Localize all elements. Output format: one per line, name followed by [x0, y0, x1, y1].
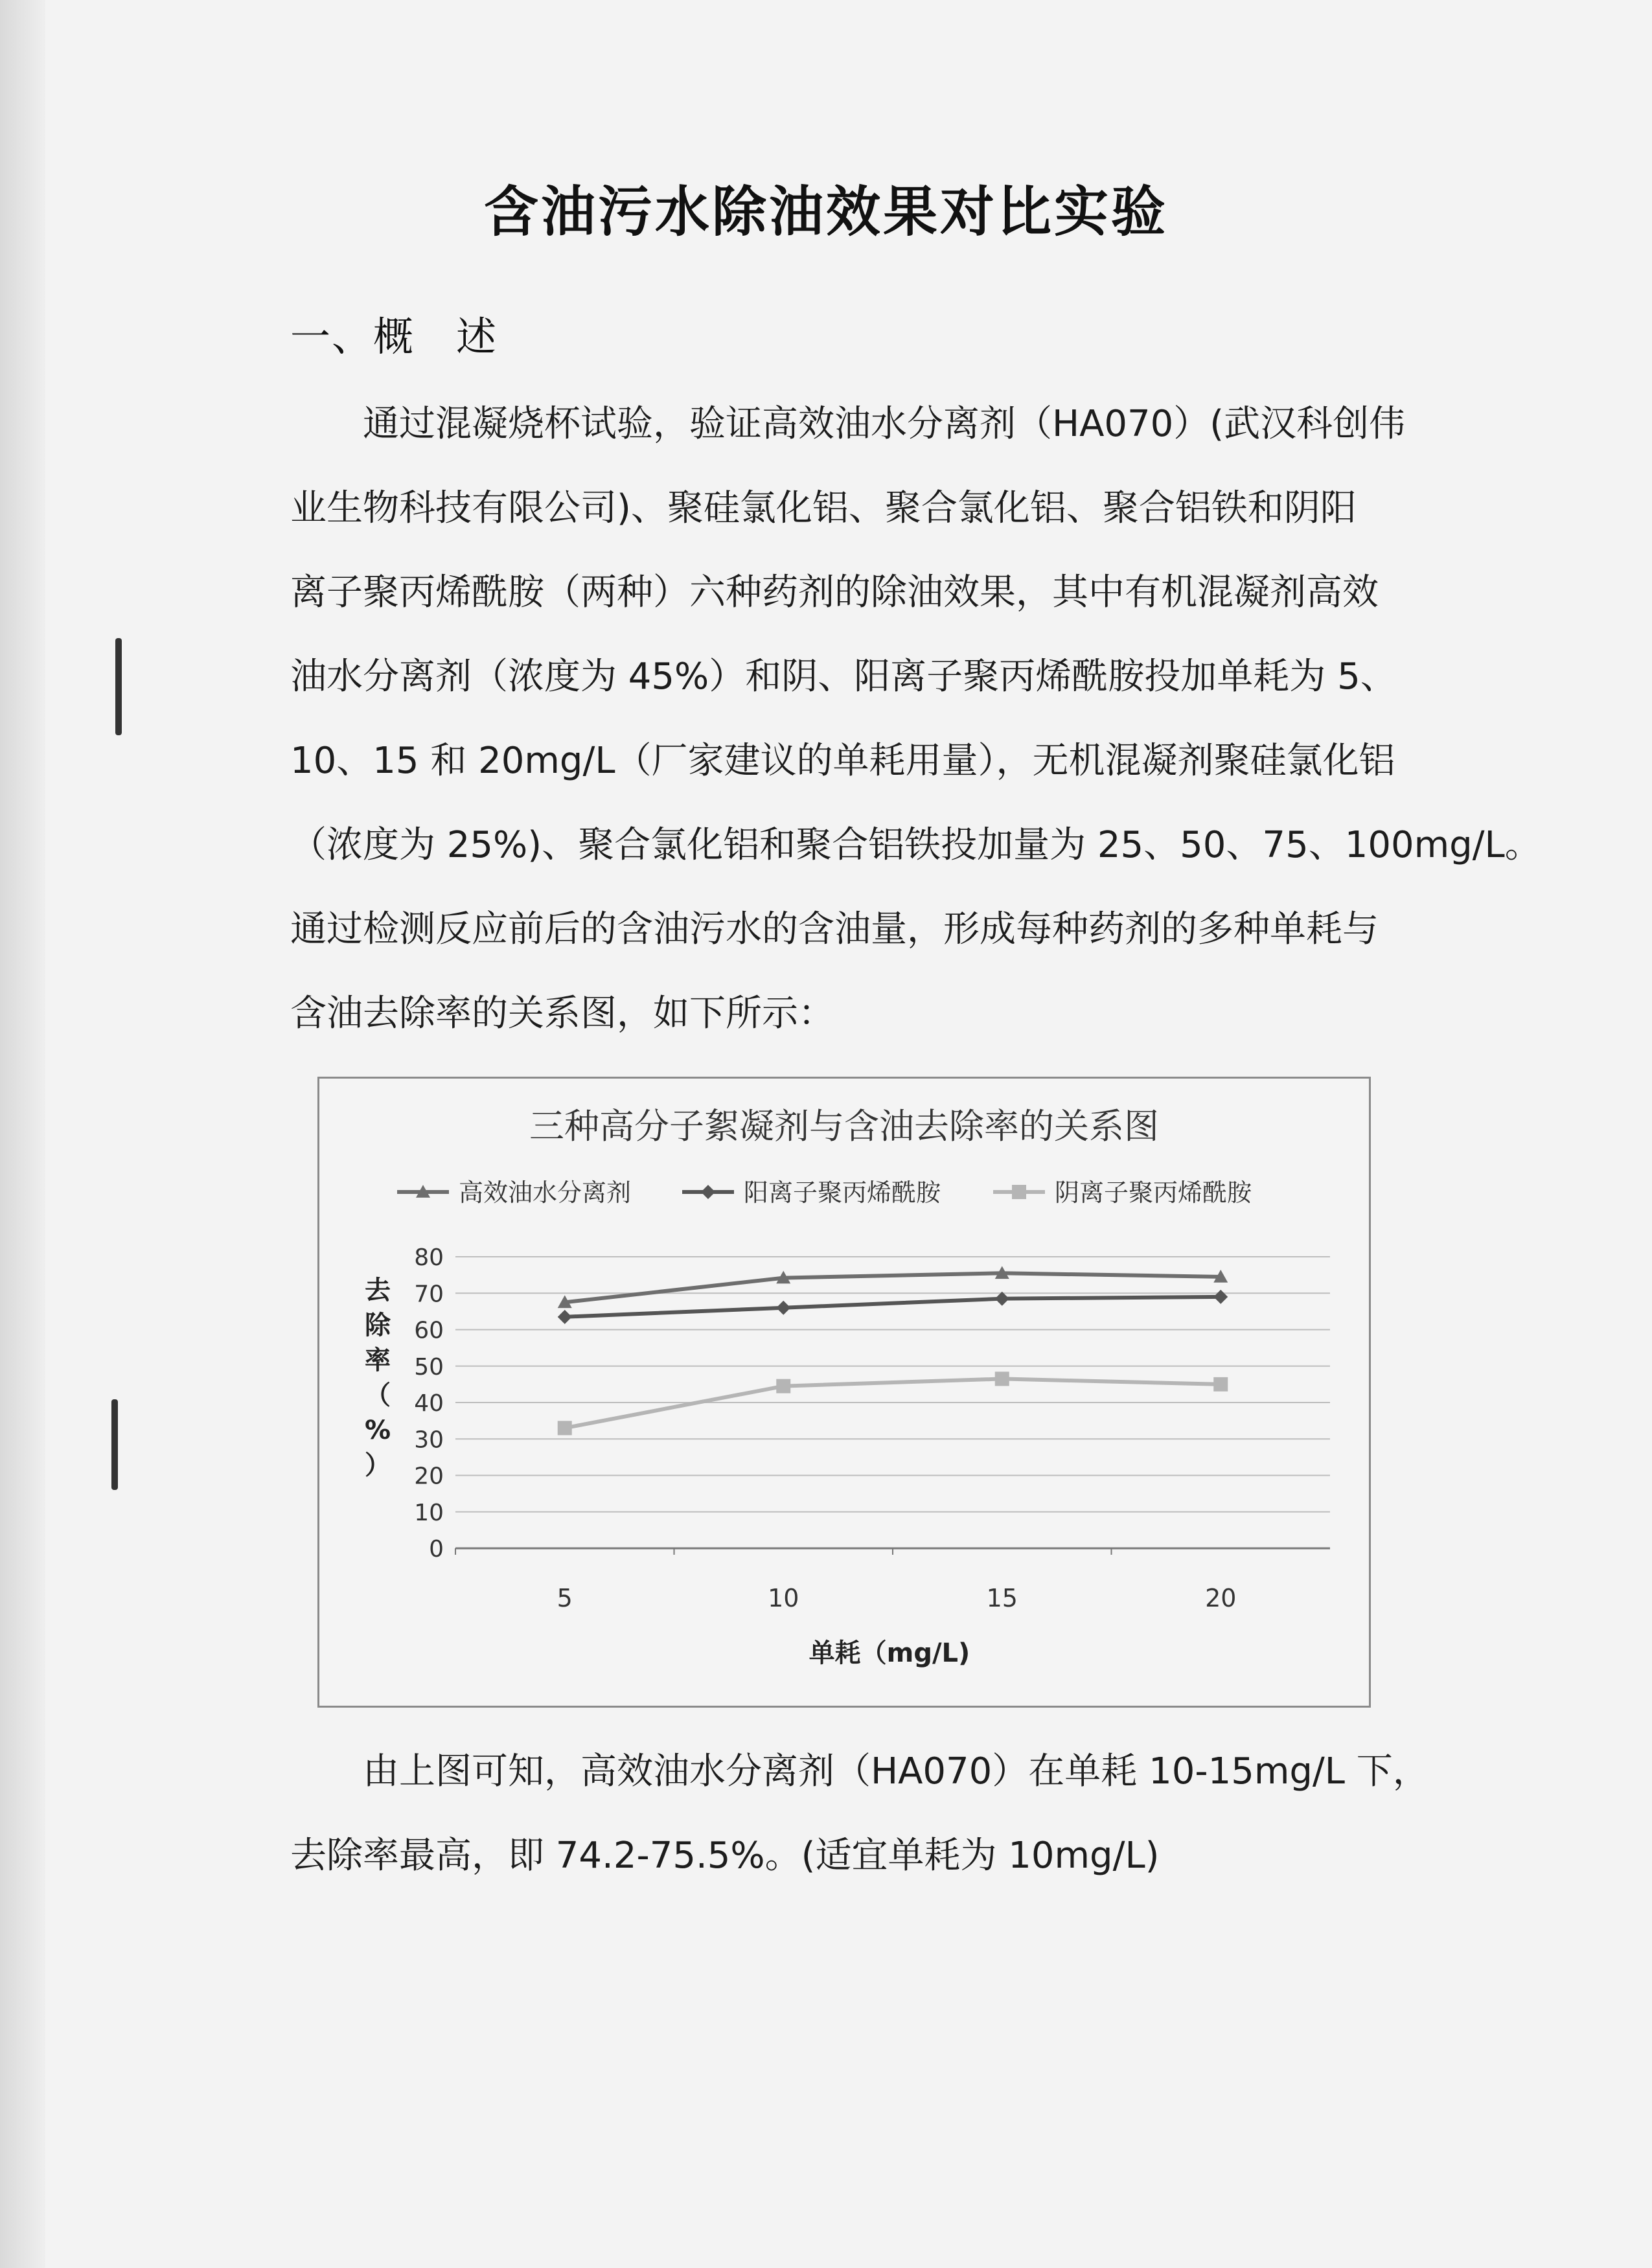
x-tick-label: 15: [986, 1584, 1018, 1612]
y-tick-label: 10: [414, 1499, 444, 1526]
y-tick-label: 80: [414, 1244, 444, 1271]
section-heading: 一、概 述: [290, 313, 498, 360]
y-axis-label: [365, 1276, 391, 1480]
y-axis-label-char: 去: [365, 1276, 391, 1305]
paragraph-line: 通过检测反应前后的含油污水的含油量，形成每种药剂的多种单耗与: [290, 908, 1379, 950]
data-point: [1213, 1290, 1228, 1304]
intro-paragraph: [290, 382, 1541, 1056]
chart-title: 三种高分子絮凝剂与含油去除率的关系图: [529, 1106, 1159, 1147]
paragraph-line: 由上图可知，高效油水分离剂（HA070）在单耗 10-15mg/L 下，: [363, 1750, 1429, 1793]
legend-label: 阴离子聚丙烯酰胺: [1055, 1178, 1252, 1207]
y-axis-label-char: （: [365, 1380, 391, 1410]
plot-area: [414, 1244, 1330, 1612]
paragraph-line: 10、15 和 20mg/L（厂家建议的单耗用量），无机混凝剂聚硅氯化铝: [290, 740, 1395, 782]
paragraph-line: 通过混凝烧杯试验，验证高效油水分离剂（HA070）(武汉科创伟: [363, 403, 1406, 445]
y-tick-label: 40: [414, 1390, 444, 1417]
data-point: [995, 1371, 1009, 1386]
legend-marker: [701, 1185, 715, 1199]
paragraph-line: 去除率最高，即 74.2-75.5%。(适宜单耗为 10mg/L): [290, 1835, 1160, 1877]
x-tick-label: 5: [556, 1584, 573, 1612]
paragraph-line: （浓度为 25%)、聚合氯化铝和聚合铝铁投加量为 25、50、75、100mg/L。: [290, 824, 1541, 866]
y-tick-label: 20: [414, 1463, 444, 1490]
y-tick-label: 30: [414, 1426, 444, 1454]
legend-label: 高效油水分离剂: [459, 1178, 632, 1207]
data-point: [558, 1310, 572, 1324]
conclusion-paragraph: [290, 1730, 1429, 1898]
data-point: [776, 1379, 790, 1393]
y-tick-label: 0: [429, 1536, 444, 1563]
chart-frame: [317, 1077, 1371, 1708]
data-point: [558, 1421, 572, 1435]
legend-label: 阳离子聚丙烯酰胺: [744, 1178, 941, 1207]
y-axis-label-char: 除: [365, 1311, 391, 1340]
y-axis-label-char: 率: [365, 1346, 391, 1375]
paragraph-line: 油水分离剂（浓度为 45%）和阴、阳离子聚丙烯酰胺投加单耗为 5、: [290, 656, 1397, 698]
page-edge-shadow: [0, 0, 45, 2268]
legend-item: [682, 1178, 941, 1207]
series-line: [565, 1297, 1221, 1317]
x-tick-label: 20: [1205, 1584, 1237, 1612]
x-tick-label: 10: [768, 1584, 799, 1612]
paragraph-line: 含油去除率的关系图，如下所示：: [290, 992, 834, 1035]
y-axis-label-char: ）: [365, 1450, 391, 1480]
y-axis-label-char: %: [364, 1415, 391, 1445]
line-chart: [319, 1079, 1369, 1706]
paragraph-line: 离子聚丙烯酰胺（两种）六种药剂的除油效果，其中有机混凝剂高效: [290, 571, 1379, 613]
data-point: [1213, 1377, 1228, 1392]
staple-mark-top: [115, 638, 122, 735]
y-tick-label: 50: [414, 1353, 444, 1380]
staple-mark-bottom: [111, 1399, 118, 1490]
document-title: 含油污水除油效果对比实验: [483, 180, 1168, 244]
y-tick-label: 60: [414, 1317, 444, 1344]
legend-item: [993, 1178, 1252, 1207]
x-axis-label: 单耗（mg/L): [809, 1638, 970, 1668]
paragraph-line: 业生物科技有限公司)、聚硅氯化铝、聚合氯化铝、聚合铝铁和阴阳: [290, 487, 1357, 529]
chart-legend: [397, 1178, 1252, 1207]
legend-item: [397, 1178, 631, 1207]
data-point: [776, 1301, 790, 1315]
y-tick-label: 70: [414, 1281, 444, 1308]
legend-marker: [1012, 1185, 1026, 1199]
series-line: [565, 1379, 1221, 1428]
